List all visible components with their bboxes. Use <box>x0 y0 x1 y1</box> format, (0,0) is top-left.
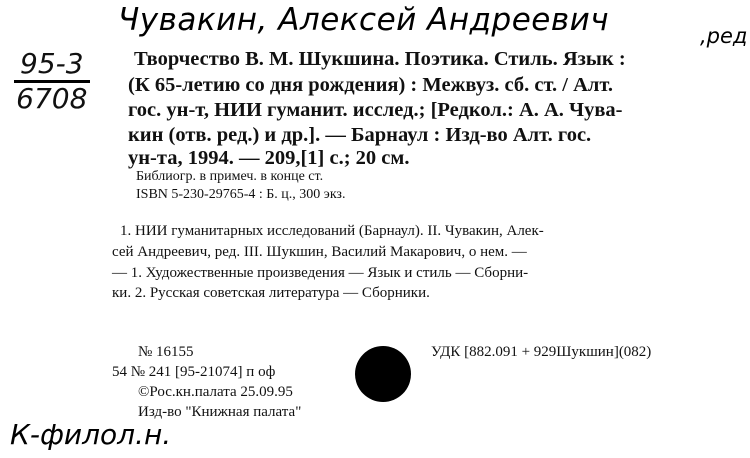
subject-line-4: ки. 2. Русская советская литература — Сборники. <box>112 285 430 301</box>
subject-line-1: 1. НИИ гуманитарных исследований (Барнаул). II. Чувакин, Алек- <box>120 223 544 239</box>
description-line-3: гос. ун-т, НИИ гуманит. исслед.; [Редкол.: А. А. Чува- <box>128 99 623 121</box>
bibliography-note: Библиогр. в примеч. в конце ст. <box>136 169 324 184</box>
udc-classification: УДК [882.091 + 929Шукшин](082) <box>431 344 652 360</box>
shelfmark-top: 95-3 <box>14 48 90 83</box>
ink-stamp-mark <box>355 346 411 402</box>
description-line-1: Творчество В. М. Шукшина. Поэтика. Стиль. Язык : <box>134 48 626 70</box>
imprint-record: 54 № 241 [95-21074] п оф <box>112 364 276 380</box>
shelfmark-bottom: 6708 <box>16 82 88 115</box>
handwritten-bottom-note: К-филол.н. <box>10 418 172 451</box>
book-chamber-line: ©Рос.кн.палата 25.09.95 <box>138 384 293 400</box>
handwritten-role-note: ,ред <box>700 24 748 48</box>
description-line-5: ун-та, 1994. — 209,[1] с.; 20 см. <box>128 147 410 169</box>
publisher-line: Изд-во "Книжная палата" <box>138 404 302 420</box>
shelfmark <box>14 48 90 115</box>
description-line-4: кин (отв. ред.) и др.]. — Барнаул : Изд-во Алт. гос. <box>128 124 592 146</box>
handwritten-author-name: Чувакин, Алексей Андреевич <box>118 2 610 38</box>
subject-line-3: — 1. Художественные произведения — Язык и стиль — Сборни- <box>112 265 529 281</box>
subject-line-2: сей Андреевич, ред. III. Шукшин, Василий Макарович, о нем. — <box>112 244 527 260</box>
imprint-number: № 16155 <box>138 344 194 360</box>
description-line-2: (К 65-летию со дня рождения) : Межвуз. сб. ст. / Алт. <box>128 74 614 96</box>
isbn-line: ISBN 5-230-29765-4 : Б. ц., 300 экз. <box>136 187 346 202</box>
